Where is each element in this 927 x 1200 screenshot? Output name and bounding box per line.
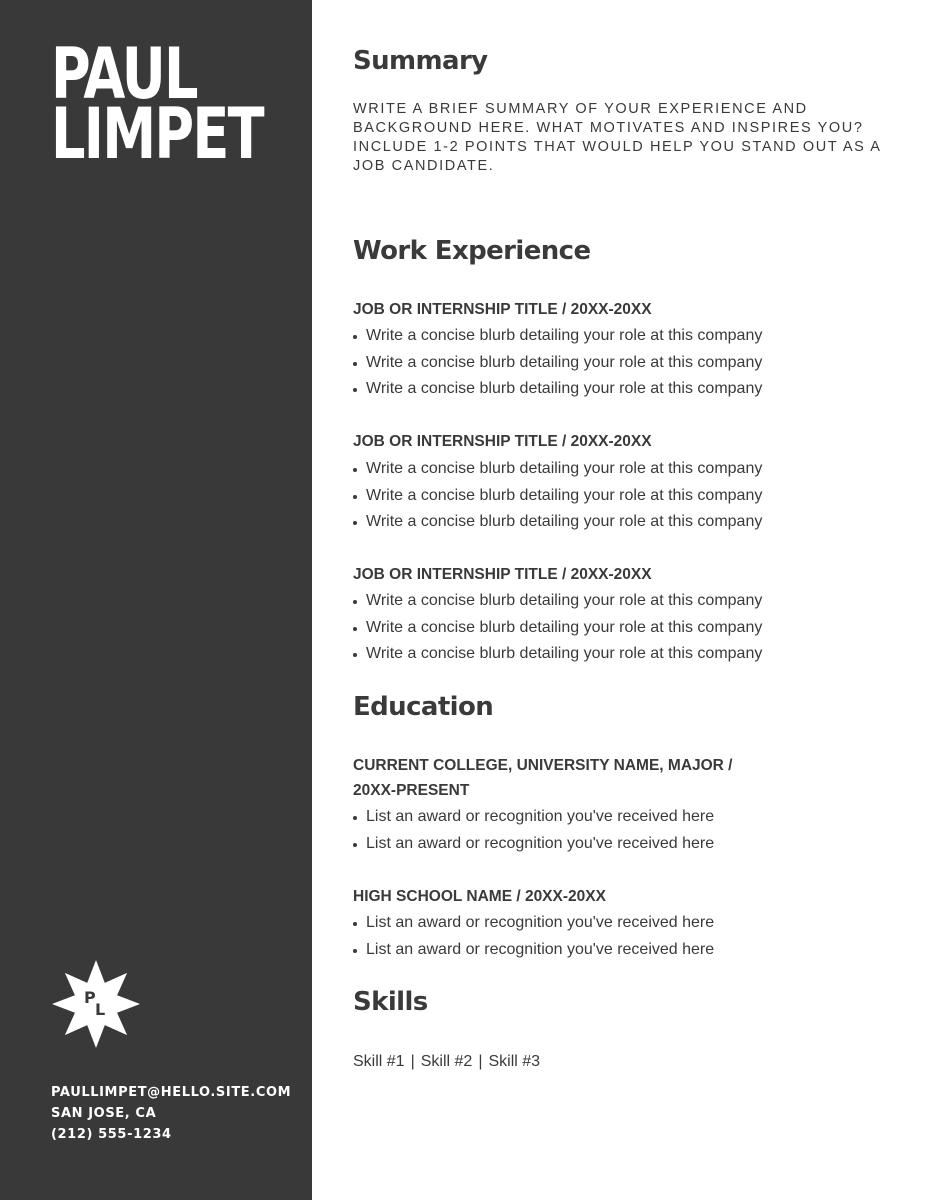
list-item: List an award or recognition you've received here: [353, 910, 714, 937]
candidate-name: [51, 33, 263, 175]
skill-item: Skill #3: [488, 1053, 541, 1070]
list-item: Write a concise blurb detailing your role at this company: [353, 615, 762, 642]
contact-block: [51, 1082, 291, 1145]
job-title: JOB OR INTERNSHIP TITLE / 20XX-20XX: [353, 433, 652, 450]
job-bullets: [353, 323, 762, 403]
skill-separator: |: [410, 1053, 415, 1070]
education-bullets: [353, 910, 714, 963]
skills-title: Skills: [353, 987, 428, 1017]
contact-email: PAULLIMPET@HELLO.SITE.COM: [51, 1085, 292, 1100]
education-entry-title: CURRENT COLLEGE, UNIVERSITY NAME, MAJOR /: [353, 757, 733, 774]
job-title: JOB OR INTERNSHIP TITLE / 20XX-20XX: [353, 566, 652, 583]
first-name: PAUL: [51, 33, 197, 115]
last-name: LIMPET: [51, 93, 263, 175]
work-experience-title: Work Experience: [353, 236, 591, 266]
education-entry-dates: 20XX-PRESENT: [353, 782, 470, 799]
list-item: Write a concise blurb detailing your role at this company: [353, 350, 762, 377]
education-bullets: [353, 804, 714, 857]
summary-title: Summary: [353, 46, 488, 76]
list-item: List an award or recognition you've received here: [353, 831, 714, 858]
job-title: JOB OR INTERNSHIP TITLE / 20XX-20XX: [353, 301, 652, 318]
list-item: Write a concise blurb detailing your role at this company: [353, 641, 762, 668]
education-entry-title: HIGH SCHOOL NAME / 20XX-20XX: [353, 888, 606, 905]
list-item: Write a concise blurb detailing your role at this company: [353, 323, 762, 350]
contact-location: SAN JOSE, CA: [51, 1106, 157, 1121]
list-item: Write a concise blurb detailing your role at this company: [353, 376, 762, 403]
monogram-second: L: [95, 1000, 106, 1019]
sidebar: [0, 0, 312, 1200]
skill-separator: |: [478, 1053, 483, 1070]
contact-phone: (212) 555-1234: [51, 1127, 172, 1142]
monogram-badge: [52, 960, 140, 1048]
list-item: Write a concise blurb detailing your role at this company: [353, 588, 762, 615]
summary-text: WRITE A BRIEF SUMMARY OF YOUR EXPERIENCE AND BACKGROUND HERE. WHAT MOTIVATES AND INSPIRES YOU? INCLUDE 1-2 POINTS THAT WOULD HELP YOU STAND OUT AS A JOB CANDIDATE.: [353, 101, 881, 174]
skill-item: Skill #1: [353, 1053, 405, 1070]
list-item: Write a concise blurb detailing your role at this company: [353, 456, 762, 483]
list-item: List an award or recognition you've received here: [353, 804, 714, 831]
monogram-first: P: [84, 988, 96, 1007]
list-item: Write a concise blurb detailing your role at this company: [353, 509, 762, 536]
education-title: Education: [353, 692, 494, 722]
job-bullets: [353, 588, 762, 668]
list-item: List an award or recognition you've received here: [353, 937, 714, 964]
list-item: Write a concise blurb detailing your role at this company: [353, 483, 762, 510]
skill-item: Skill #2: [420, 1053, 473, 1070]
job-bullets: [353, 456, 762, 536]
skills-list: [353, 1050, 540, 1074]
